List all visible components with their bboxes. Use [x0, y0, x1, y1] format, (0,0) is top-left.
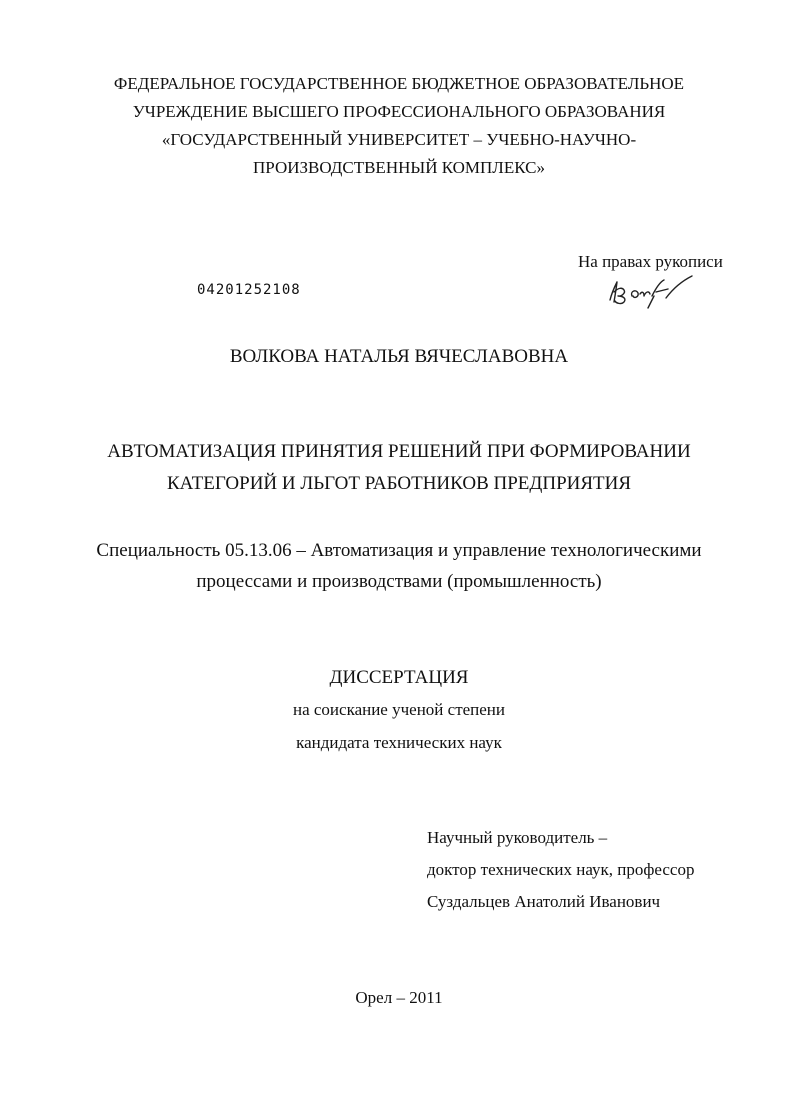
- specialty-line-1: Специальность 05.13.06 – Автоматизация и управление технологическими: [96, 540, 702, 561]
- author-name: ВОЛКОВА НАТАЛЬЯ ВЯЧЕСЛАВОВНА: [229, 346, 569, 367]
- manuscript-note: На правах рукописи: [578, 252, 723, 271]
- supervisor-name: Суздальцев Анатолий Иванович: [427, 892, 661, 911]
- institution-line-4: ПРОИЗВОДСТВЕННЫЙ КОМПЛЕКС»: [253, 158, 545, 177]
- title-line-1: АВТОМАТИЗАЦИЯ ПРИНЯТИЯ РЕШЕНИЙ ПРИ ФОРМИРОВАНИИ: [107, 441, 691, 462]
- city-year: Орел – 2011: [355, 988, 443, 1007]
- handwritten-signature: [606, 274, 698, 310]
- institution-line-1: ФЕДЕРАЛЬНОЕ ГОСУДАРСТВЕННОЕ БЮДЖЕТНОЕ ОБРАЗОВАТЕЛЬНОЕ: [113, 74, 685, 93]
- institution-line-3: «ГОСУДАРСТВЕННЫЙ УНИВЕРСИТЕТ – УЧЕБНО-НАУЧНО-: [161, 130, 637, 149]
- specialty-line-2: процессами и производствами (промышленность): [196, 571, 602, 592]
- catalog-number: 04201252108: [197, 282, 301, 298]
- dissertation-line-1: на соискание ученой степени: [292, 700, 506, 719]
- supervisor-label: Научный руководитель –: [427, 828, 608, 847]
- dissertation-heading: ДИССЕРТАЦИЯ: [329, 667, 469, 688]
- supervisor-degree: доктор технических наук, профессор: [427, 860, 695, 879]
- dissertation-line-2: кандидата технических наук: [296, 733, 502, 752]
- institution-line-2: УЧРЕЖДЕНИЕ ВЫСШЕГО ПРОФЕССИОНАЛЬНОГО ОБРАЗОВАНИЯ: [132, 102, 666, 121]
- title-line-2: КАТЕГОРИЙ И ЛЬГОТ РАБОТНИКОВ ПРЕДПРИЯТИЯ: [166, 473, 632, 494]
